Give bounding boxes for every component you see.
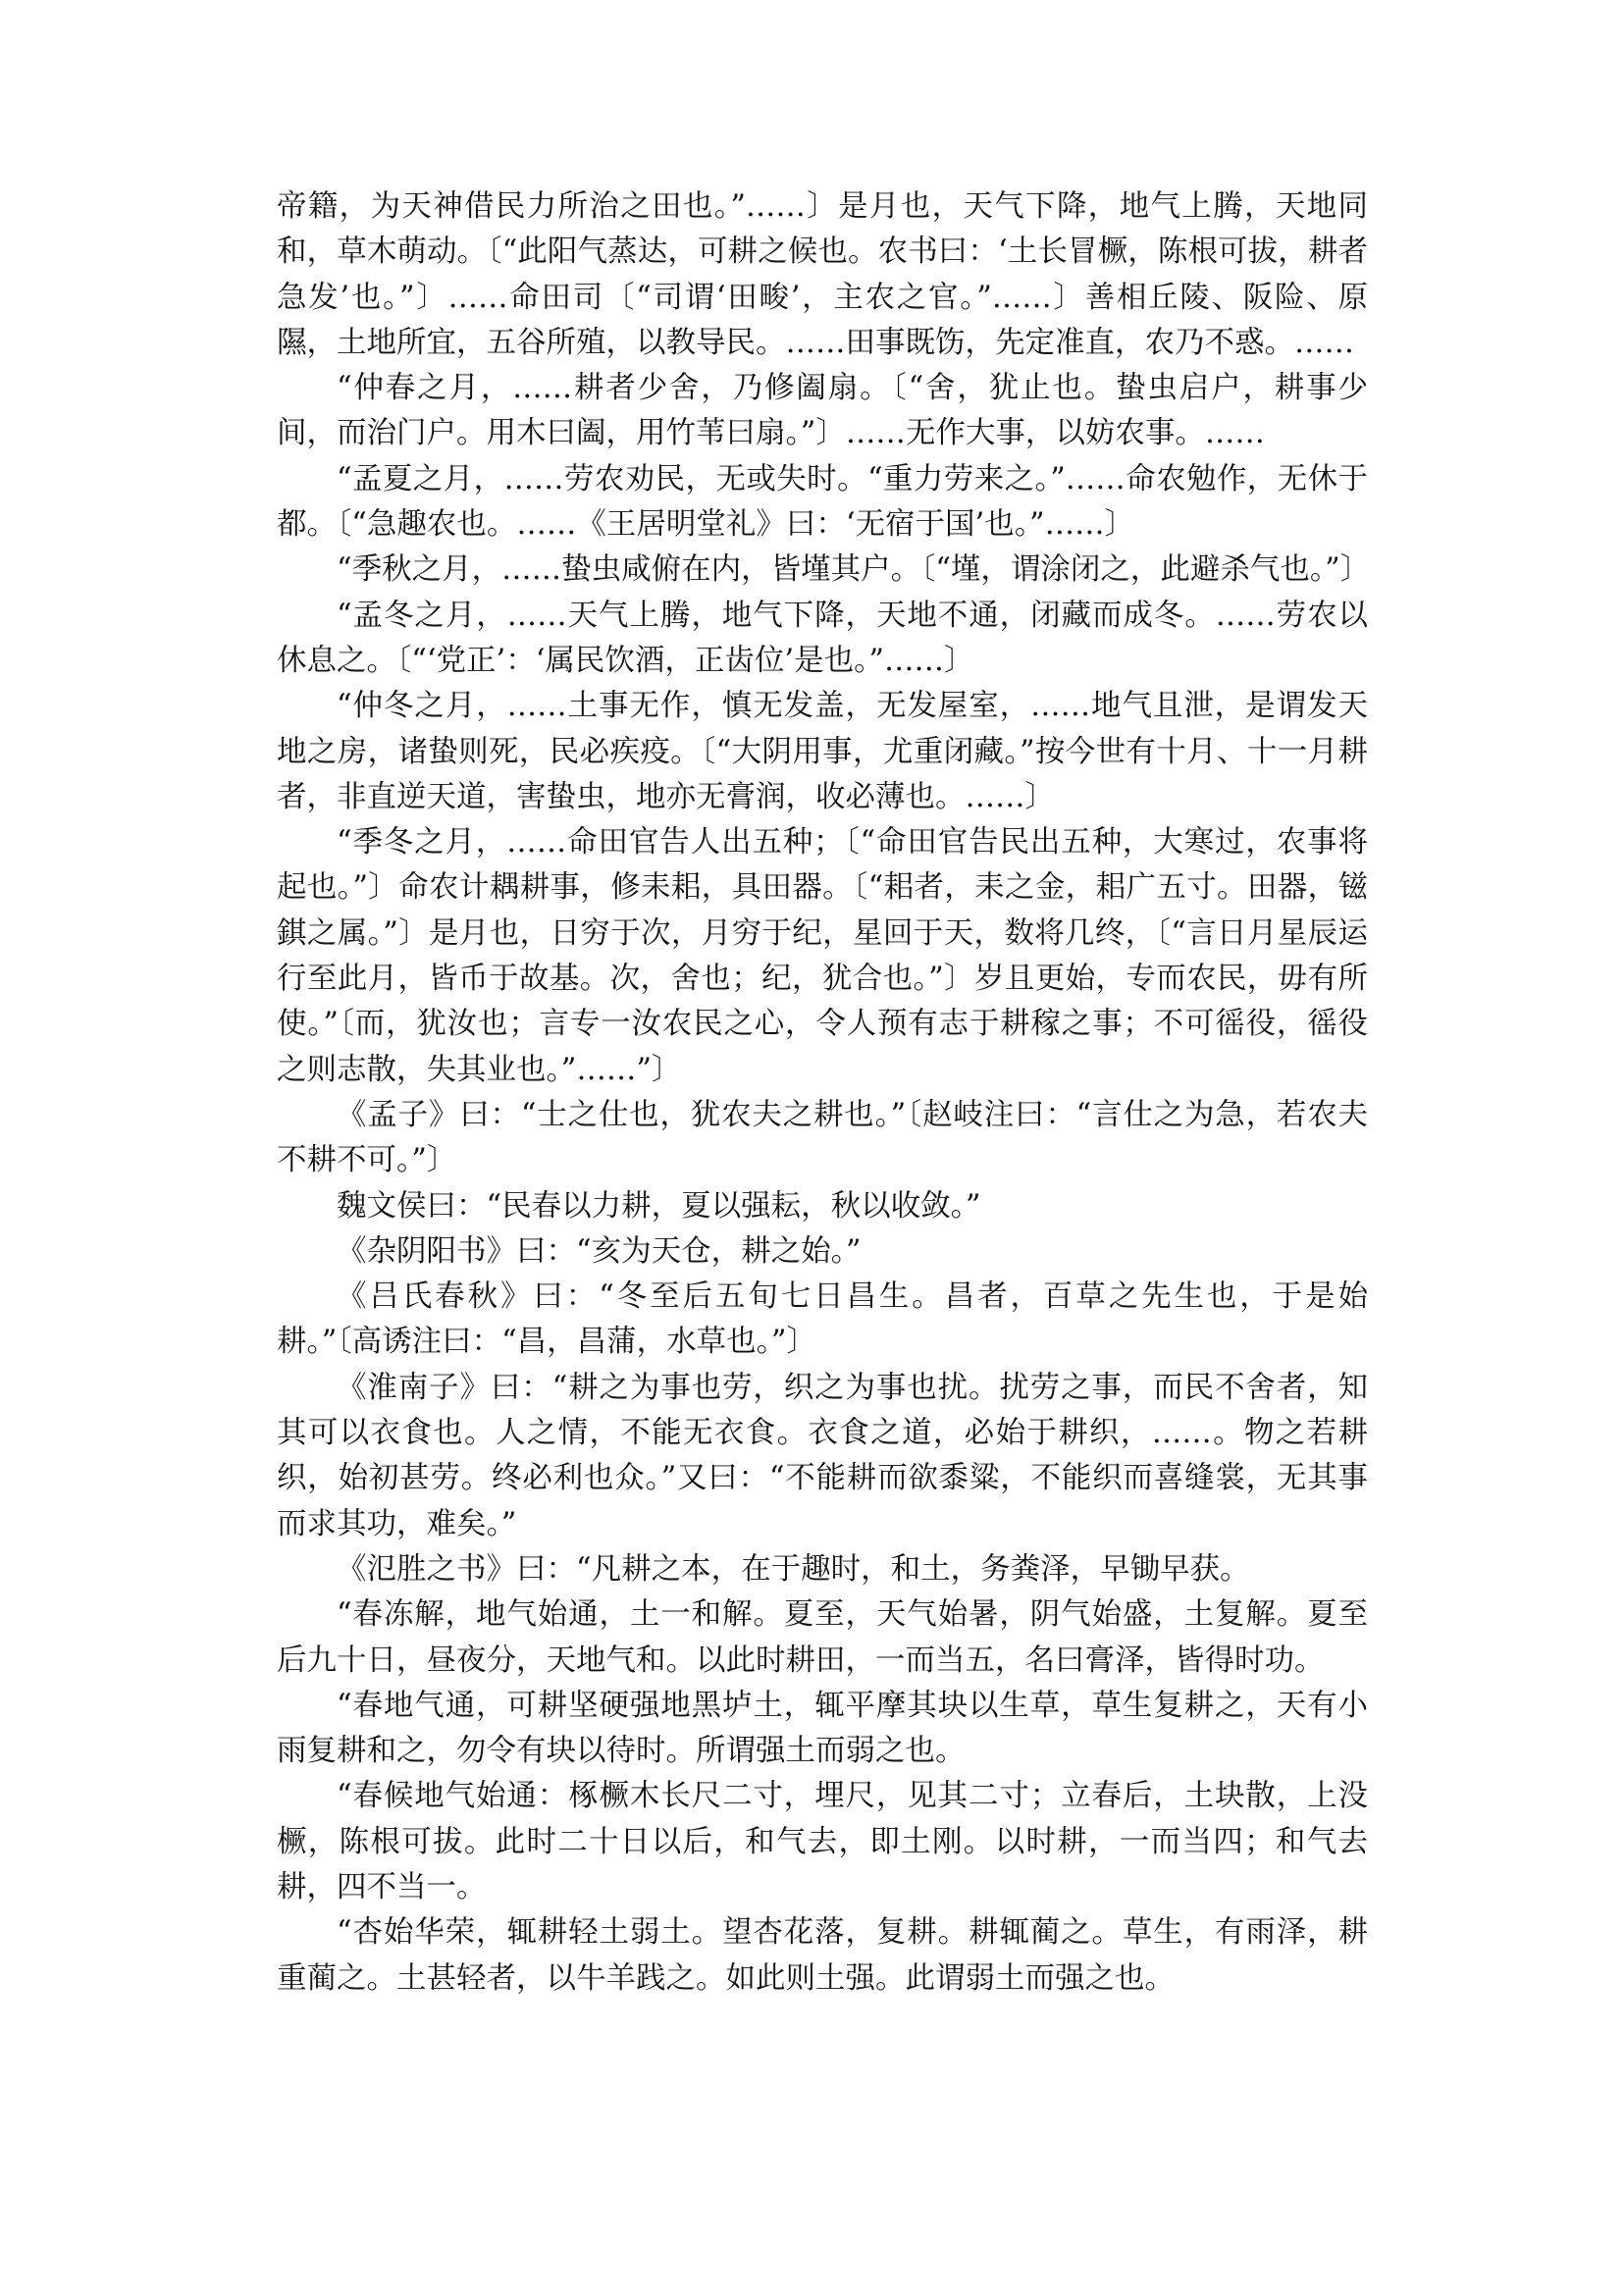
paragraph-5: “孟冬之月，……天气上腾，地气下降，天地不通，闭藏而成冬。……劳农以休息之。〔“‘党正’：‘属民饮酒，正齿位’是也。”……〕 [277,598,1368,678]
paragraph-10: 《杂阴阳书》曰：“亥为天仓，耕之始。” [337,1233,862,1269]
paragraph-11: 《吕氏春秋》曰：“冬至后五旬七日昌生。昌者，百草之先生也，于是始耕。”〔高诱注曰：“昌，昌蒲，水草也。”〕 [277,1279,1368,1360]
paragraph-8: 《孟子》曰：“士之仕也，犹农夫之耕也。”〔赵岐注曰：“言仕之为急，若农夫不耕不可。”〕 [277,1097,1368,1178]
paragraph-9: 魏文侯曰：“民春以力耕，夏以强耘，秋以收敛。” [337,1188,981,1224]
paragraph-1: 帝籍，为天神借民力所治之田也。”……〕是月也，天气下降，地气上腾，天地同和，草木萌动。〔“此阳气蒸达，可耕之候也。农书曰：‘土长冒橛，陈根可拔，耕者急发’也。”〕……命田司〔“司谓‘田畯’，主农之官。”……〕善相丘陵、阪险、原隰，土地所宜，五谷所殖，以教导民。……田事既饬，先定准直，农乃不惑。…… [277,189,1368,360]
paragraph-4: “季秋之月，……蛰虫咸俯在内，皆墐其户。〔“墐，谓涂闭之，此避杀气也。”〕 [337,552,1371,588]
paragraph-3: “孟夏之月，……劳农劝民，无或失时。“重力劳来之。”……命农勉作，无休于都。〔“急趣农也。……《王居明堂礼》曰：‘无宿于国’也。”……〕 [277,461,1368,543]
paragraph-6: “仲冬之月，……土事无作，慎无发盖，无发屋室，……地气且泄，是谓发天地之房，诸蛰则死，民必疾疫。〔“大阴用事，尤重闭藏。”按今世有十月、十一月耕者，非直逆天道，害蛰虫，地亦无膏润，收必薄也。……〕 [277,689,1368,814]
paragraph-17: “杏始华荣，辄耕轻土弱土。望杏花落，复耕。耕辄蔺之。草生，有雨泽，耕重蔺之。土甚轻者，以牛羊践之。如此则土强。此谓弱土而强之也。 [277,1915,1368,1996]
paragraph-12: 《淮南子》曰：“耕之为事也劳，织之为事也扰。扰劳之事，而民不舍者，知其可以衣食也。人之情，不能无衣食。衣食之道，必始于耕织，……。物之若耕织，始初甚劳。终必利也众。”又曰：“不能耕而欲黍粱，不能织而喜缝裳，无其事而求其功，难矣。” [277,1370,1368,1541]
paragraph-14: “春冻解，地气始通，土一和解。夏至，天气始暑，阴气始盛，土复解。夏至后九十日，昼夜分，天地气和。以此时耕田，一而当五，名曰膏泽，皆得时功。 [277,1597,1368,1678]
paragraph-2: “仲春之月，……耕者少舍，乃修阖扇。〔“舍，犹止也。蛰虫启户，耕事少间，而治门户。用木曰阖，用竹苇曰扇。”〕……无作大事，以妨农事。…… [277,371,1368,451]
document-body [277,184,1371,2002]
paragraph-7: “季冬之月，……命田官告人出五种；〔“命田官告民出五种，大寒过，农事将起也。”〕命农计耦耕事，修耒耜，具田器。〔“耜者，耒之金，耜广五寸。田器，镃錤之属。”〕是月也，日穷于次，月穷于纪，星回于天，数将几终，〔“言日月星辰运行至此月，皆币于故基。次，舍也；纪，犹合也。”〕岁且更始，专而农民，毋有所使。”〔而，犹汝也；言专一汝农民之心，令人预有志于耕稼之事；不可徭役，徭役之则志散，失其业也。”……”〕 [277,825,1368,1087]
paragraph-16: “春候地气始通：椓橛木长尺二寸，埋尺，见其二寸；立春后，土块散，上没橛，陈根可拔。此时二十日以后，和气去，即土刚。以时耕，一而当四；和气去耕，四不当一。 [277,1779,1368,1904]
paragraph-13: 《氾胜之书》曰：“凡耕之本，在于趣时，和土，务粪泽，早锄早获。 [337,1551,1250,1587]
paragraph-15: “春地气通，可耕坚硬强地黑垆土，辄平摩其块以生草，草生复耕之，天有小雨复耕和之，勿令有块以待时。所谓强土而弱之也。 [277,1688,1368,1769]
